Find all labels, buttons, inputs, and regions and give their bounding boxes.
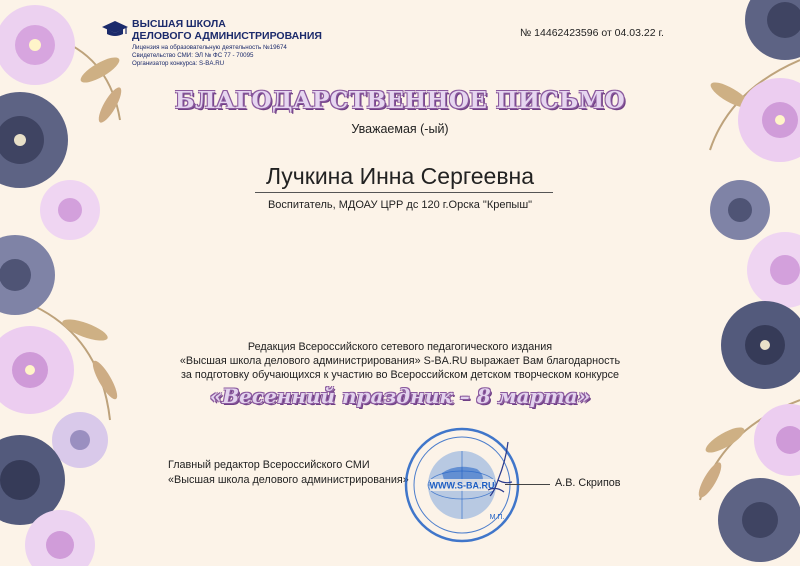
document-number: № 14462423596 от 04.03.22 г.	[520, 27, 664, 39]
greeting: Уважаемая (-ый)	[351, 122, 449, 136]
body-line-3: за подготовку обучающихся к участию во Всероссийском детском творческом конкурсе	[180, 369, 620, 381]
logo-line-1: ВЫСШАЯ ШКОЛА	[132, 18, 226, 30]
recipient-name: Лучкина Инна Сергеевна	[265, 163, 535, 189]
organization-details	[132, 44, 362, 68]
signer-role-line-2: «Высшая школа делового администрирования»	[168, 474, 409, 486]
organization-logo	[102, 18, 362, 73]
recipient-position: Воспитатель, МДОАУ ЦРР дс 120 г.Орска "Крепыш"	[267, 199, 533, 211]
media-certificate-text: Свидетельство СМИ: ЭЛ № ФС 77 - 70095	[132, 52, 254, 59]
body-text	[140, 340, 660, 382]
graduation-cap-icon	[102, 20, 128, 38]
signer-role	[168, 458, 438, 488]
stamp-mp-text: М.П.	[489, 514, 505, 521]
body-line-2: «Высшая школа делового администрирования» S-BA.RU выражает Вам благодарность	[179, 355, 621, 367]
signer-role-line-1: Главный редактор Всероссийского СМИ	[168, 459, 370, 471]
contest-name: «Весенний праздник – 8 марта»	[209, 384, 591, 408]
logo-line-2: ДЕЛОВОГО АДМИНИСТРИРОВАНИЯ	[132, 30, 322, 42]
signature-icon	[468, 440, 518, 500]
signature-line	[505, 484, 550, 485]
name-underline	[255, 192, 553, 193]
organization-name	[132, 18, 372, 42]
stamp-center-text: WWW.S-BA.RU	[429, 480, 495, 491]
body-line-1: Редакция Всероссийского сетевого педагогического издания	[247, 341, 553, 353]
certificate-title: БЛАГОДАРСТВЕННОЕ ПИСЬМО	[174, 87, 626, 114]
floral-border-right-icon	[670, 0, 800, 566]
signer-name: А.В. Скрипов	[555, 477, 621, 489]
organizer-text: Организатор конкурса: S-BA.RU	[132, 60, 225, 67]
floral-border-left-icon	[0, 0, 140, 566]
license-text: Лицензия на образовательную деятельность №19674	[132, 44, 287, 51]
